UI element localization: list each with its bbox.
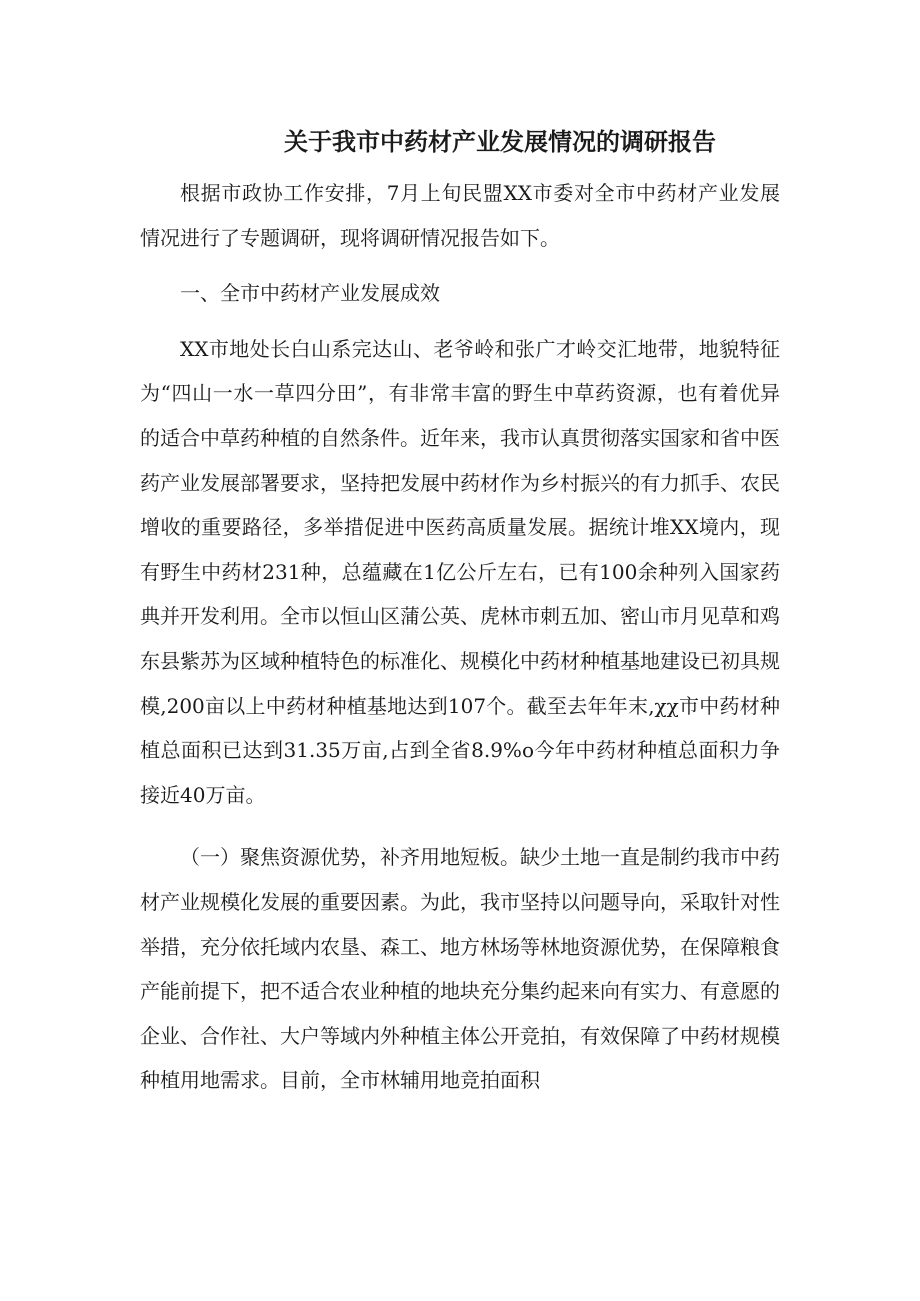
section-heading: 一、全市中药材产业发展成效 xyxy=(180,281,440,306)
paragraph-spacer xyxy=(140,817,780,835)
overview-paragraph: XX市地处长白山系完达山、老爷岭和张广才岭交汇地带，地貌特征为“四山一水一草四分田”，有非常丰富的野生中草药资源，也有着优异的适合中草药种植的自然条件。近年来，我市认真贯彻落实国家和省中医药产业发展部署要求，坚持把发展中药材作为乡村振兴的有力抓手、农民增收的重要路径，多举措促进中医药高质量发展。据统计堆XX境内，现有野生中药材231种，总蕴藏在1亿公斤左右，已有100余种列入国家药典并开发利用。全市以恒山区蒲公英、虎林市刺五加、密山市月见草和鸡东县紫苏为区域种植特色的标准化、规模化中药材种植基地建设已初具规模,200亩以上中药材种植基地达到107个。截至去年年末,χχ市中药材种植总面积已达到31.35万亩,占到全省8.9%o今年中药材种植总面积力争接近40万亩。 xyxy=(140,336,780,807)
intro-paragraph: 根据市政协工作安排，7月上旬民盟XX市委对全市中药材产业发展情况进行了专题调研，现将调研情况报告如下。 xyxy=(140,181,780,250)
document-body xyxy=(140,171,780,1103)
paragraph-spacer xyxy=(140,316,780,327)
paragraph-spacer xyxy=(140,260,780,271)
subsection-paragraph: （一）聚焦资源优势，补齐用地短板。缺少土地一直是制约我市中药材产业规模化发展的重要因素。为此，我市坚持以问题导向，采取针对性举措，充分依托域内农垦、森工、地方林场等林地资源优势，在保障粮食产能前提下，把不适合农业种植的地块充分集约起来向有实力、有意愿的企业、合作社、大户等域内外种植主体公开竞拍，有效保障了中药材规模种植用地需求。目前，全市林辅用地竞拍面积 xyxy=(140,845,780,1093)
document-title: 关于我市中药材产业发展情况的调研报告 xyxy=(284,128,716,156)
